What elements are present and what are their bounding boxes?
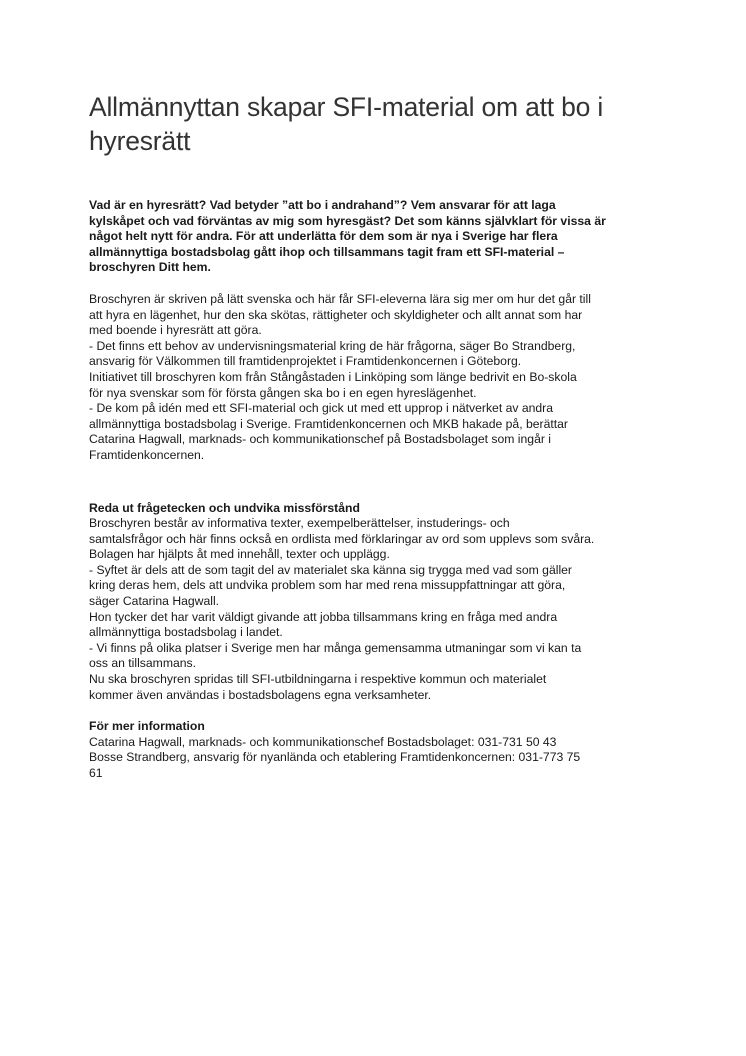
text-line: kommer även användas i bostadsbolagens egna verksamheter. [89,687,432,702]
text-line: ansvarig för Välkommen till framtidenprojektet i Framtidenkoncernen i Göteborg. [89,354,522,369]
text-line: Catarina Hagwall, marknads- och kommunikationschef på Bostadsbolaget som ingår i [89,432,552,447]
text-line: Bolagen har hjälpts åt med innehåll, texter och upplägg. [89,547,390,562]
text-line: oss an tillsammans. [89,656,197,671]
body-paragraph-2 [89,516,679,703]
document-title [89,90,679,158]
document-page [89,90,679,782]
lead-paragraph [89,198,679,276]
text-line: med boende i hyresrätt att göra. [89,323,262,338]
title-line: hyresrätt [89,126,191,156]
text-line: allmännyttiga bostadsbolag gått ihop och tillsammans tagit fram ett SFI-material – [89,244,565,259]
text-line: Broschyren är skriven på lätt svenska och här får SFI-eleverna lära sig mer om hur det går till [89,291,591,306]
text-line: - De kom på idén med ett SFI-material och gick ut med ett upprop i nätverket av andra [89,401,554,416]
contact-line: 61 [89,766,103,780]
contact-line: Catarina Hagwall, marknads- och kommunikationschef Bostadsbolaget: 031-731 50 43 [89,734,557,749]
text-line: något helt nytt för andra. För att underlätta för dem som är nya i Sverige har flera [89,229,558,244]
info-heading: För mer information [89,719,205,734]
text-line: broschyren Ditt hem. [89,260,211,275]
text-line: att hyra en lägenhet, hur den ska skötas, rättigheter och skyldigheter och allt annat som har [89,307,583,322]
text-line: Nu ska broschyren spridas till SFI-utbildningarna i respektive kommun och materialet [89,672,547,687]
text-line: Broschyren består av informativa texter, exempelberättelser, instuderings- och [89,516,510,531]
text-line: för nya svenskar som för första gången ska bo i en egen hyreslägenhet. [89,385,477,400]
title-line: Allmännyttan skapar SFI-material om att bo i [89,92,604,122]
text-line: allmännyttiga bostadsbolag i landet. [89,625,283,640]
text-line: säger Catarina Hagwall. [89,594,220,609]
text-line: - Syftet är dels att de som tagit del av materialet ska känna sig trygga med vad som gäller [89,562,572,577]
text-line: - Vi finns på olika platser i Sverige men har många gemensamma utmaningar som vi kan ta [89,640,582,655]
section-heading: Reda ut frågetecken och undvika missförstånd [89,500,360,515]
contact-info [89,735,679,782]
text-line: allmännyttiga bostadsbolag i Sverige. Framtidenkoncernen och MKB hakade på, berättar [89,416,568,431]
body-paragraph-1 [89,292,679,464]
text-line: Framtidenkoncernen. [89,447,205,462]
text-line: samtalsfrågor och här finns också en ordlista med förklaringar av ord som upplevs som svåra. [89,531,595,546]
text-line: - Det finns ett behov av undervisningsmaterial kring de här frågorna, säger Bo Strandberg, [89,338,576,353]
text-line: kring deras hem, dels att undvika problem som har med rena missuppfattningar att göra, [89,578,566,593]
text-line: kylskåpet och vad förväntas av mig som hyresgäst? Det som känns självklart för vissa är [89,213,606,228]
text-line: Hon tycker det har varit väldigt givande att jobba tillsammans kring en fråga med andra [89,609,558,624]
text-line: Vad är en hyresrätt? Vad betyder ”att bo i andrahand”? Vem ansvarar för att laga [89,198,556,212]
text-line: Initiativet till broschyren kom från Stångåstaden i Linköping som länge bedrivit en Bo-skola [89,369,577,384]
contact-line: Bosse Strandberg, ansvarig för nyanlända och etablering Framtidenkoncernen: 031-773 75 [89,750,581,765]
